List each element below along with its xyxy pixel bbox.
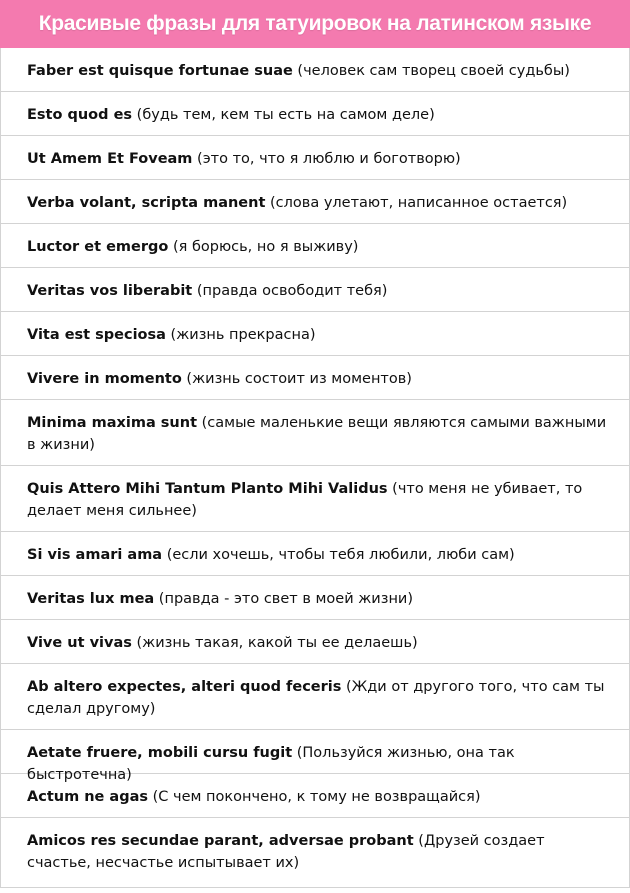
latin-phrase: Ut Amem Et Foveam [27, 151, 193, 167]
translation: (самые маленькие вещи являются самыми важными в жизни) [27, 415, 607, 453]
latin-phrase: Quis Attero Mihi Tantum Planto Mihi Validus [27, 481, 388, 497]
page-title-banner [0, 0, 630, 48]
translation: (жизнь состоит из моментов) [181, 371, 412, 387]
table-row [1, 136, 629, 180]
translation: (человек сам творец своей судьбы) [292, 63, 570, 79]
latin-phrase: Vita est speciosa [27, 327, 166, 343]
translation: (Друзей создает счастье, несчастье испытывает их) [27, 833, 545, 871]
latin-phrase: Veritas vos liberabit [27, 283, 193, 299]
latin-phrase: Vive ut vivas [27, 635, 132, 651]
latin-phrase: Aetate fruere, mobili cursu fugit [27, 745, 293, 761]
translation: (я борюсь, но я выживу) [168, 239, 359, 255]
table-row [1, 730, 629, 783]
phrases-table [0, 48, 630, 888]
translation: (что меня не убивает, то делает меня сильнее) [27, 481, 583, 519]
translation: (будь тем, кем ты есть на самом деле) [132, 107, 435, 123]
latin-phrase: Si vis amari ama [27, 547, 163, 563]
table-row [1, 620, 629, 664]
latin-phrase: Veritas lux mea [27, 591, 155, 607]
translation: (слова улетают, написанное остается) [265, 195, 568, 211]
table-row [1, 532, 629, 576]
table-row [1, 356, 629, 400]
translation: (если хочешь, чтобы тебя любили, люби сам) [162, 547, 515, 563]
translation: (Жди от другого того, что сам ты сделал другому) [27, 679, 605, 717]
latin-phrase: Faber est quisque fortunae suae [27, 63, 293, 79]
table-row [1, 664, 629, 730]
translation: (жизнь прекрасна) [165, 327, 316, 343]
table-row [1, 92, 629, 136]
table-row [1, 400, 629, 466]
table-row [1, 576, 629, 620]
table-row [1, 224, 629, 268]
latin-phrase: Actum ne agas [27, 789, 149, 805]
table-row [1, 268, 629, 312]
table-row [1, 48, 629, 92]
latin-phrase: Verba volant, scripta manent [27, 195, 266, 211]
translation: (С чем покончено, к тому не возвращайся) [148, 789, 481, 805]
translation: (правда - это свет в моей жизни) [154, 591, 414, 607]
translation: (жизнь такая, какой ты ее делаешь) [131, 635, 418, 651]
translation: (это то, что я люблю и боготворю) [192, 151, 461, 167]
table-row [1, 180, 629, 224]
table-row [1, 466, 629, 532]
page-title: Красивые фразы для татуировок на латинском языке [38, 12, 592, 35]
translation: (правда освободит тебя) [192, 283, 388, 299]
latin-phrase: Minima maxima sunt [27, 415, 197, 431]
latin-phrase: Luctor et emergo [27, 239, 169, 255]
latin-phrase: Ab altero expectes, alteri quod feceris [27, 679, 342, 695]
table-row [1, 818, 629, 888]
table-row [1, 312, 629, 356]
latin-phrase: Esto quod es [27, 107, 133, 123]
latin-phrase: Amicos res secundae parant, adversae probant [27, 833, 414, 849]
translation: (Пользуйся жизнью, она так быстротечна) [27, 745, 515, 783]
latin-phrase: Vivere in momento [27, 371, 182, 387]
